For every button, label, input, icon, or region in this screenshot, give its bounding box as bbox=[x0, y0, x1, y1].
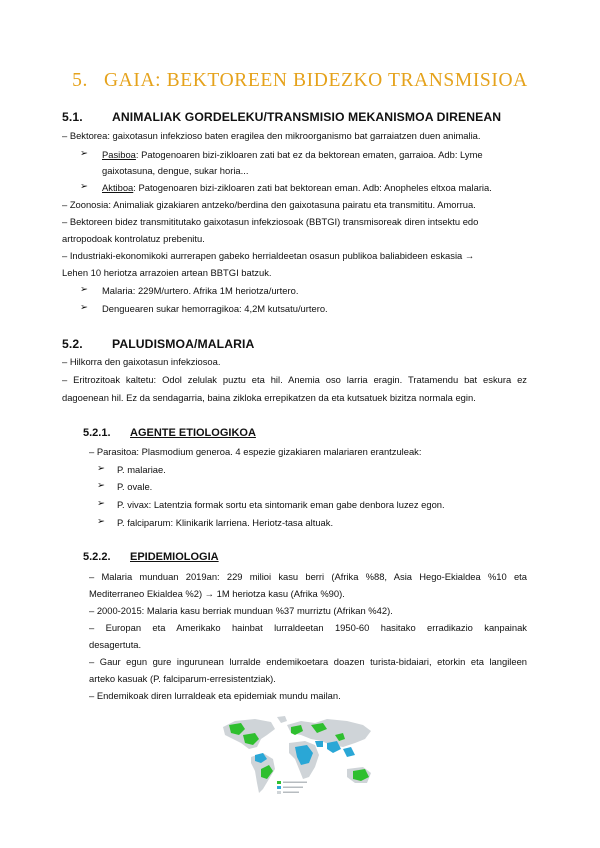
chapter-number: 5. bbox=[72, 70, 88, 91]
chapter-title-text: GAIA: BEKTOREEN BIDEZKO TRANSMISIOA bbox=[104, 70, 528, 91]
bullet-arrow-icon: ➢ bbox=[80, 181, 89, 192]
text-endemikoak: – Endemikoak diren lurraldeak eta epidemiak mundu mailan. bbox=[89, 690, 341, 701]
text-zoonosia: – Zoonosia: Animaliak gizakiaren antzeko/berdina den gaixotasuna pairatu eta transmititu. Amorrua. bbox=[62, 199, 476, 210]
section-heading-5-1: 5.1. ANIMALIAK GORDELEKU/TRANSMISIO MEKANISMOA DIRENEAN bbox=[62, 110, 502, 124]
bullet-arrow-icon: ➢ bbox=[97, 480, 106, 491]
bullet-arrow-icon: ➢ bbox=[80, 148, 89, 159]
text-eritrozitoak: – Eritrozitoak kaltetu: Odol zelulak puztu eta hil. Anemia oso larria eragin. Tratamendu bat eskura ez bbox=[62, 374, 527, 385]
text-pasiboa: Pasiboa: Patogenoaren bizi-zikloaren zati bat ez da bektorean ematen, garraioa. Adb: Lyme bbox=[102, 149, 483, 160]
text-europan-cont: desagertuta. bbox=[89, 639, 142, 650]
bullet-arrow-icon: ➢ bbox=[97, 463, 106, 474]
text-bbtgi-cont: artropodoak kontrolatuz prebenitu. bbox=[62, 233, 205, 244]
text-2000-2015: – 2000-2015: Malaria kasu berriak munduan %37 murriztu (Afrikan %42). bbox=[89, 605, 393, 616]
world-malaria-map bbox=[215, 713, 385, 800]
text-industriaki: – Industriaki-ekonomikoki aurrerapen gabeko herrialdeetan osasun publikoa baliabideen eskasia → bbox=[62, 250, 475, 261]
text-pasiboa-cont: gaixotasuna, dengue, sukar horia... bbox=[102, 165, 249, 176]
text-industriaki-cont: Lehen 10 heriotza arrazoien artean BBTGI batzuk. bbox=[62, 267, 272, 278]
text-dengue-stat: Denguearen sukar hemorragikoa: 4,2M kutsatu/urtero. bbox=[102, 303, 328, 314]
bullet-arrow-icon: ➢ bbox=[80, 284, 89, 295]
bullet-arrow-icon: ➢ bbox=[97, 516, 106, 527]
text-malaria-2019: – Malaria munduan 2019an: 229 milioi kasu berri (Afrika %88, Asia Hego-Ekialdea %10 eta bbox=[89, 571, 527, 582]
bullet-arrow-icon: ➢ bbox=[97, 498, 106, 509]
text-bbtgi: – Bektoreen bidez transmititutako gaixotasun infekziosoak (BBTGI) transmisoreak diren intsektu edo bbox=[62, 216, 479, 227]
text-aktiboa: Aktiboa: Patogenoaren bizi-zikloaren zati bat bektorean eman. Adb: Anopheles eltxoa malaria. bbox=[102, 182, 492, 193]
section-heading-5-2-1: 5.2.1. AGENTE ETIOLOGIKOA bbox=[83, 427, 256, 439]
text-gaur-egun-cont: arteko kasuak (P. falciparum-erresistentziak). bbox=[89, 673, 276, 684]
text-gaur-egun: – Gaur egun gure ingurunean lurralde endemikoetara doazen turista-bidaiari, etorkin eta langileen bbox=[89, 656, 527, 667]
list-item-p-ovale: P. ovale. bbox=[117, 481, 153, 492]
list-item-p-vivax: P. vivax: Latentzia formak sortu eta sintomarik eman gabe denbora luzez egon. bbox=[117, 499, 445, 510]
text-hilkorra: – Hilkorra den gaixotasun infekziosoa. bbox=[62, 356, 221, 367]
chapter-title bbox=[0, 70, 600, 92]
text-eritrozitoak-cont: dagoenean hil. Ez da sendagarria, baina zikloka errepikatzen da eta kutsatuek bizitza normala egin. bbox=[62, 392, 476, 403]
text-bektorea: – Bektorea: gaixotasun infekzioso baten eragilea den mikroorganismo bat garraiatzen duen animalia. bbox=[62, 130, 481, 141]
bullet-arrow-icon: ➢ bbox=[80, 302, 89, 313]
text-malaria-stat: Malaria: 229M/urtero. Afrika 1M heriotza/urtero. bbox=[102, 285, 299, 296]
text-parasitoa: – Parasitoa: Plasmodium generoa. 4 espezie gizakiaren malariaren erantzuleak: bbox=[89, 446, 422, 457]
list-item-p-malariae: P. malariae. bbox=[117, 464, 166, 475]
section-heading-5-2: 5.2. PALUDISMOA/MALARIA bbox=[62, 337, 255, 351]
section-heading-5-2-2: 5.2.2. EPIDEMIOLOGIA bbox=[83, 551, 219, 563]
text-malaria-2019-cont: Mediterraneo Ekialdea %2) → 1M heriotza kasu (Afrika %90). bbox=[89, 588, 345, 599]
text-europan: – Europan eta Amerikako hainbat lurraldeetan 1950-60 hasitako erradikazio kanpainak bbox=[89, 622, 527, 633]
list-item-p-falciparum: P. falciparum: Klinikarik larriena. Heriotz-tasa altuak. bbox=[117, 517, 334, 528]
